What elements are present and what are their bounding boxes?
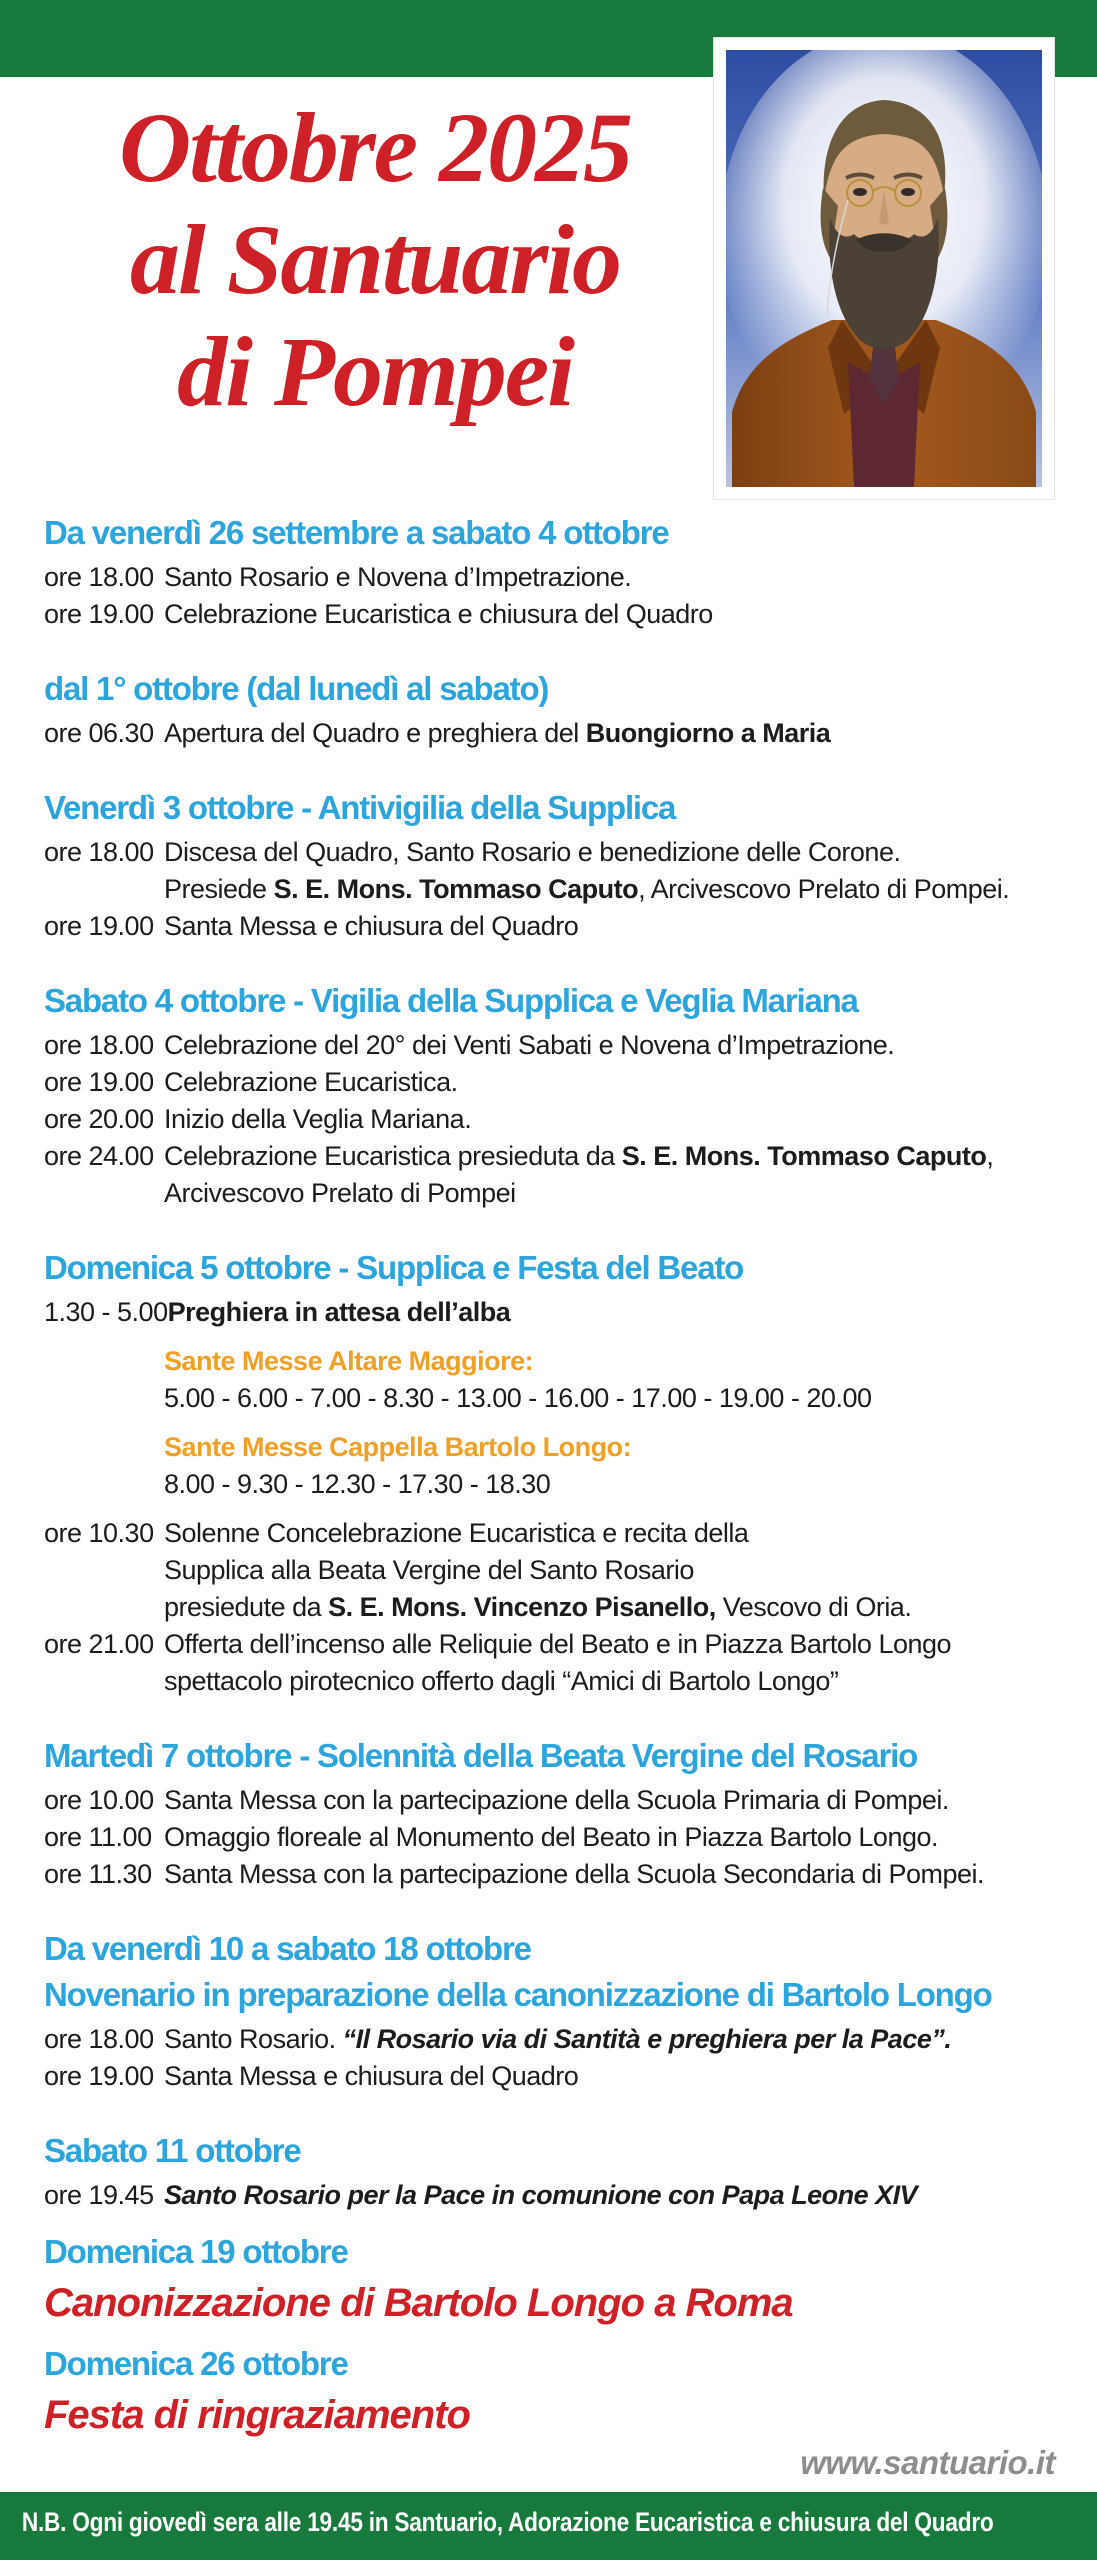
event-row xyxy=(44,871,1063,908)
event-time xyxy=(44,1343,164,1380)
event-description: 5.00 - 6.00 - 7.00 - 8.30 - 13.00 - 16.00 - 17.00 - 19.00 - 20.00 xyxy=(164,1383,872,1413)
website-text: www.santuario.it xyxy=(800,2444,1055,2481)
event-description: spettacolo pirotecnico offerto dagli “Amici di Bartolo Longo” xyxy=(164,1666,839,1696)
event-description: Apertura del Quadro e preghiera del Buongiorno a Maria xyxy=(164,718,831,748)
event-row xyxy=(44,1343,1063,1380)
event-row xyxy=(44,2058,1063,2095)
event-description: 8.00 - 9.30 - 12.30 - 17.30 - 18.30 xyxy=(164,1469,551,1499)
footer-note: N.B. Ogni giovedì sera alle 19.45 in Santuario, Adorazione Eucaristica e chiusura del Quadro xyxy=(21,2507,994,2537)
event-row xyxy=(44,559,1063,596)
event-row xyxy=(44,1515,1063,1552)
event-row xyxy=(44,2021,1063,2058)
title-line-3: di Pompei xyxy=(177,316,573,427)
event-time: ore 24.00 xyxy=(44,1141,154,1171)
event-section xyxy=(44,513,1063,633)
portrait-illustration xyxy=(726,50,1042,487)
event-time: ore 20.00 xyxy=(44,1104,154,1134)
event-description: Inizio della Veglia Mariana. xyxy=(164,1104,472,1134)
section-heading: Domenica 26 ottobre xyxy=(44,2345,348,2382)
event-time: ore 18.00 xyxy=(44,837,154,867)
bottom-green-bar xyxy=(0,2492,1097,2560)
event-description: Preghiera in attesa dell’alba xyxy=(167,1297,511,1327)
event-row xyxy=(44,1819,1063,1856)
event-section xyxy=(44,1736,1063,1893)
section-heading: dal 1° ottobre (dal lunedì al sabato) xyxy=(44,670,549,707)
section-heading: Da venerdì 10 a sabato 18 ottobre xyxy=(44,1930,531,1967)
event-description: Celebrazione Eucaristica. xyxy=(164,1067,458,1097)
event-row xyxy=(44,908,1063,945)
event-time xyxy=(44,1175,164,1212)
event-time: ore 06.30 xyxy=(44,718,154,748)
event-description: Santa Messa con la partecipazione della Scuola Secondaria di Pompei. xyxy=(164,1859,985,1889)
event-time xyxy=(44,1466,164,1503)
title-line-1: Ottobre 2025 xyxy=(118,92,632,203)
section-heading: Venerdì 3 ottobre - Antivigilia della Supplica xyxy=(44,789,676,826)
event-row xyxy=(44,1782,1063,1819)
event-row xyxy=(44,1626,1063,1663)
event-time: ore 21.00 xyxy=(44,1629,154,1659)
event-description: Santa Messa e chiusura del Quadro xyxy=(164,911,579,941)
event-time: ore 19.00 xyxy=(44,1067,154,1097)
event-section xyxy=(44,981,1063,1212)
event-time: ore 19.00 xyxy=(44,2061,154,2091)
event-row xyxy=(44,1101,1063,1138)
event-time: ore 18.00 xyxy=(44,562,154,592)
event-row xyxy=(44,1380,1063,1417)
event-description: Santo Rosario. “Il Rosario via di Santità e preghiera per la Pace”. xyxy=(164,2024,952,2054)
event-time: ore 11.30 xyxy=(44,1859,152,1889)
section-heading: Novenario in preparazione della canonizzazione di Bartolo Longo xyxy=(44,1976,992,2013)
event-row xyxy=(44,596,1063,633)
event-description: Supplica alla Beata Vergine del Santo Rosario xyxy=(164,1555,694,1585)
event-time: 1.30 - 5.00 xyxy=(44,1297,168,1327)
event-section xyxy=(44,1929,1063,2095)
event-time xyxy=(44,871,164,908)
event-row xyxy=(44,1663,1063,1700)
event-row xyxy=(44,1064,1063,1101)
section-heading: Domenica 5 ottobre - Supplica e Festa del Beato xyxy=(44,1249,744,1286)
section-heading: Domenica 19 ottobre xyxy=(44,2233,348,2270)
event-description: Omaggio floreale al Monumento del Beato in Piazza Bartolo Longo. xyxy=(164,1822,938,1852)
event-time: ore 10.00 xyxy=(44,1785,154,1815)
section-heading: Martedì 7 ottobre - Solennità della Beata Vergine del Rosario xyxy=(44,1737,918,1774)
event-description: Celebrazione Eucaristica presieduta da S. E. Mons. Tommaso Caputo, xyxy=(164,1141,994,1171)
event-row xyxy=(44,1138,1063,1175)
event-description: Santa Messa con la partecipazione della Scuola Primaria di Pompei. xyxy=(164,1785,949,1815)
event-row xyxy=(44,715,1063,752)
event-section xyxy=(44,788,1063,945)
event-row xyxy=(44,1552,1063,1589)
event-time xyxy=(44,1663,164,1700)
sections xyxy=(0,505,1097,2438)
event-time xyxy=(44,1429,164,1466)
section-heading: Festa di ringraziamento xyxy=(44,2393,470,2437)
event-row xyxy=(44,834,1063,871)
event-row xyxy=(44,1429,1063,1466)
event-row xyxy=(44,1589,1063,1626)
event-row xyxy=(44,1027,1063,1064)
section-heading: Sabato 4 ottobre - Vigilia della Supplica e Veglia Mariana xyxy=(44,982,858,1019)
event-section xyxy=(44,669,1063,752)
section-heading: Sabato 11 ottobre xyxy=(44,2132,301,2169)
bartolo-longo-portrait xyxy=(713,37,1055,500)
event-description: Solenne Concelebrazione Eucaristica e recita della xyxy=(164,1518,749,1548)
event-section xyxy=(44,2131,1063,2214)
event-time: ore 19.00 xyxy=(44,911,154,941)
event-description: presiedute da S. E. Mons. Vincenzo Pisanello, Vescovo di Oria. xyxy=(164,1592,912,1622)
section-heading: Da venerdì 26 settembre a sabato 4 ottobre xyxy=(44,514,669,551)
event-description: Sante Messe Cappella Bartolo Longo: xyxy=(164,1432,632,1462)
event-description: Celebrazione del 20° dei Venti Sabati e Novena d’Impetrazione. xyxy=(164,1030,895,1060)
page-title xyxy=(30,92,720,428)
event-time: ore 18.00 xyxy=(44,2024,154,2054)
event-row xyxy=(44,1294,1063,1331)
title-line-2: al Santuario xyxy=(129,204,621,315)
event-description: Presiede S. E. Mons. Tommaso Caputo, Arcivescovo Prelato di Pompei. xyxy=(164,874,1010,904)
section-heading: Canonizzazione di Bartolo Longo a Roma xyxy=(44,2281,793,2325)
event-row xyxy=(44,1466,1063,1503)
event-description: Santa Messa e chiusura del Quadro xyxy=(164,2061,579,2091)
event-time xyxy=(44,1552,164,1589)
event-time: ore 19.00 xyxy=(44,599,154,629)
event-row xyxy=(44,1856,1063,1893)
event-description: Sante Messe Altare Maggiore: xyxy=(164,1346,534,1376)
event-description: Santo Rosario e Novena d’Impetrazione. xyxy=(164,562,632,592)
event-time: ore 18.00 xyxy=(44,1030,154,1060)
event-description: Arcivescovo Prelato di Pompei xyxy=(164,1178,516,1208)
event-section xyxy=(44,1248,1063,1700)
event-time: ore 19.45 xyxy=(44,2180,154,2210)
event-time xyxy=(44,1589,164,1626)
event-time: ore 11.00 xyxy=(44,1822,152,1852)
event-time: ore 10.30 xyxy=(44,1518,154,1548)
event-description: Celebrazione Eucaristica e chiusura del Quadro xyxy=(164,599,713,629)
event-row xyxy=(44,2177,1063,2214)
event-description: Offerta dell’incenso alle Reliquie del Beato e in Piazza Bartolo Longo xyxy=(164,1629,952,1659)
event-time xyxy=(44,1380,164,1417)
event-row xyxy=(44,1175,1063,1212)
event-description: Santo Rosario per la Pace in comunione con Papa Leone XIV xyxy=(164,2180,918,2210)
event-description: Discesa del Quadro, Santo Rosario e benedizione delle Corone. xyxy=(164,837,901,867)
event-section xyxy=(44,2232,1063,2438)
